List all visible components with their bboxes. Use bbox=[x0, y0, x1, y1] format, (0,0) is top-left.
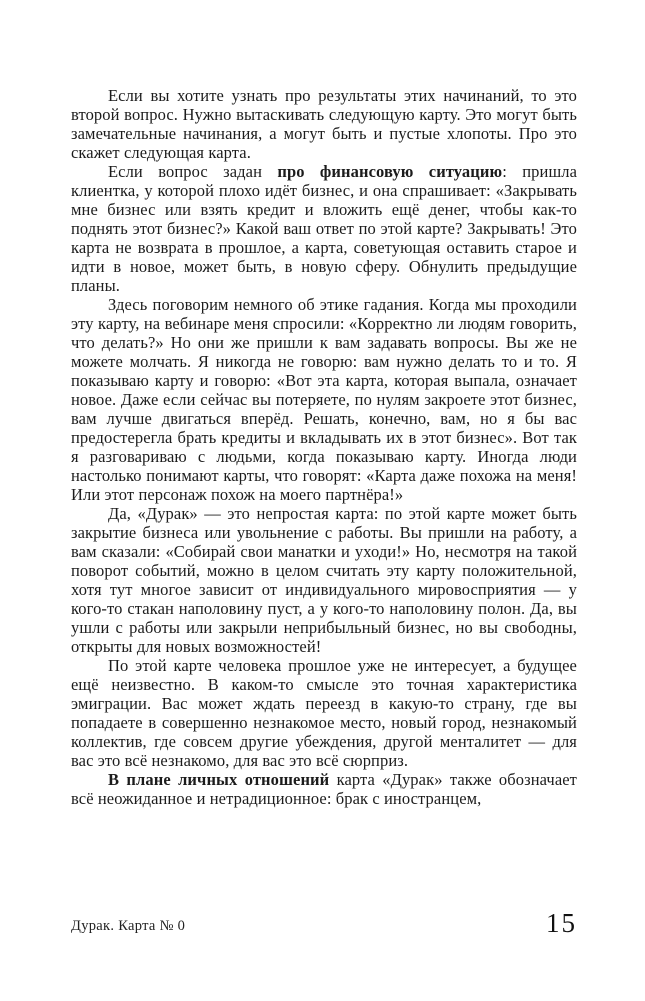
paragraph bbox=[71, 770, 577, 808]
page-number: 15 bbox=[546, 908, 577, 938]
page-footer bbox=[71, 905, 577, 939]
text-run: : пришла клиентка, у которой плохо идёт бизнес, и она спрашивает: «Закрывать мне бизнес или взять кредит и вложить ещё денег, чтобы как-то поднять этот бизнес?» Какой ваш ответ по этой карте? Закрывать! Это карта не возврата в прошлое, а карта, советующая оставить старое и идти в новое, может быть, в новую сферу. Обнулить предыдущие планы. bbox=[71, 162, 578, 295]
bold-run: В плане личных отношений bbox=[108, 770, 330, 789]
bold-run: про финансовую ситуацию bbox=[277, 162, 503, 181]
text-run: Здесь поговорим немного об этике гадания. Когда мы проходили эту карту, на вебинаре меня спросили: «Корректно ли людям говорить, что делать?» Но они же пришли к вам задавать вопросы. Вы же не можете молчать. Я никогда не говорю: вам нужно делать то и то. Я показываю карту и говорю: «Вот эта карта, которая выпала, означает новое. Даже если сейчас вы потеряете, по нулям закроете этот бизнес, вам лучше двигаться вперёд. Решать, конечно, вам, но я бы вас предостерегла брать кредиты и вкладывать их в этот бизнес». Вот так я разговариваю с людьми, когда показываю карту. Иногда люди настолько понимают карты, что говорят: «Карта даже похожа на меня! Или этот персонаж похож на моего партнёра!» bbox=[71, 295, 577, 504]
paragraph bbox=[71, 86, 577, 162]
paragraph bbox=[71, 162, 577, 295]
text-run: По этой карте человека прошлое уже не интересует, а будущее ещё неизвестно. В каком-то смысле это точная характеристика эмиграции. Вас может ждать переезд в какую-то страну, где вы попадаете в совершенно незнакомое место, новый город, незнакомый коллектив, где совсем другие убеждения, другой менталитет — для вас это всё незнакомо, для вас это всё сюрприз. bbox=[71, 656, 577, 770]
paragraph bbox=[71, 504, 577, 656]
text-run: Если вы хотите узнать про результаты этих начинаний, то это второй вопрос. Нужно вытаскивать следующую карту. Это могут быть замечательные начинания, а могут быть и пустые хлопоты. Про это скажет следующая карта. bbox=[71, 86, 577, 162]
paragraph bbox=[71, 656, 577, 770]
running-title: Дурак. Карта № 0 bbox=[71, 918, 186, 934]
text-run: Если вопрос задан bbox=[108, 162, 278, 181]
text-block bbox=[71, 86, 577, 808]
text-run: карта «Дурак» также обозначает всё неожиданное и нетрадиционное: брак с иностранцем, bbox=[71, 770, 577, 808]
paragraph bbox=[71, 295, 577, 504]
text-run: Да, «Дурак» — это непростая карта: по этой карте может быть закрытие бизнеса или увольнение с работы. Вы пришли на работу, а вам сказали: «Собирай свои манатки и уходи!» Но, несмотря на такой поворот событий, можно в целом считать эту карту положительной, хотя тут многое зависит от индивидуального мировосприятия — у кого-то стакан наполовину пуст, а у кого-то наполовину полон. Да, вы ушли с работы или закрыли неприбыльный бизнес, но вы свободны, открыты для новых возможностей! bbox=[71, 504, 577, 656]
